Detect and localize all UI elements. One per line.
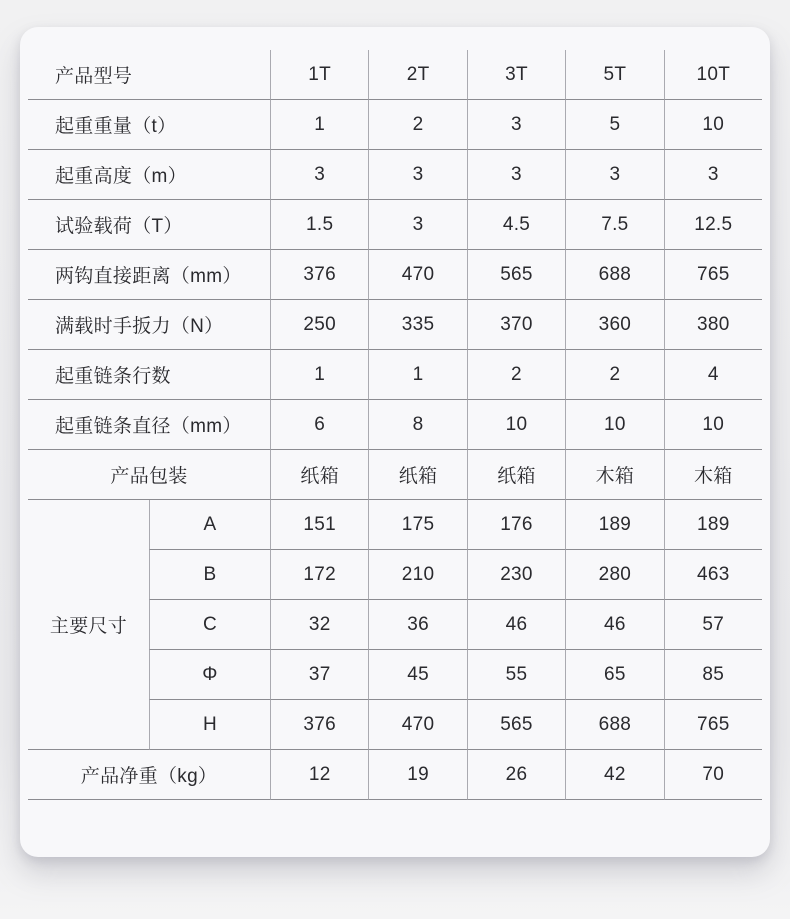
dimension-value-cell: 65	[565, 650, 663, 700]
packaging-value-cell: 木箱	[565, 450, 663, 500]
dimension-value-cell: 470	[368, 700, 466, 750]
product-spec-table	[28, 50, 762, 800]
spec-value-cell: 6	[270, 400, 368, 450]
model-header-cell: 1T	[270, 50, 368, 100]
weight-value-cell: 70	[664, 750, 762, 800]
dimension-value-cell: 565	[467, 700, 565, 750]
weight-value-cell: 42	[565, 750, 663, 800]
spec-value-cell: 2	[467, 350, 565, 400]
spec-value-cell: 7.5	[565, 200, 663, 250]
spec-row-label: 起重链条直径（mm）	[28, 400, 270, 450]
dimension-value-cell: 189	[565, 500, 663, 550]
dimension-value-cell: 45	[368, 650, 466, 700]
spec-value-cell: 4	[664, 350, 762, 400]
weight-value-cell: 19	[368, 750, 466, 800]
model-header-cell: 10T	[664, 50, 762, 100]
spec-value-cell: 335	[368, 300, 466, 350]
spec-value-cell: 370	[467, 300, 565, 350]
dimension-value-cell: 151	[270, 500, 368, 550]
spec-value-cell: 5	[565, 100, 663, 150]
spec-value-cell: 250	[270, 300, 368, 350]
spec-value-cell: 3	[270, 150, 368, 200]
spec-value-cell: 360	[565, 300, 663, 350]
dimension-letter-cell: B	[149, 550, 270, 600]
spec-value-cell: 3	[467, 150, 565, 200]
spec-value-cell: 688	[565, 250, 663, 300]
dimension-value-cell: 463	[664, 550, 762, 600]
spec-value-cell: 10	[467, 400, 565, 450]
packaging-row-label: 产品包装	[28, 450, 270, 500]
spec-value-cell: 3	[565, 150, 663, 200]
dimension-value-cell: 210	[368, 550, 466, 600]
dimension-letter-cell: A	[149, 500, 270, 550]
spec-value-cell: 3	[664, 150, 762, 200]
dimension-letter-cell: C	[149, 600, 270, 650]
dimension-value-cell: 85	[664, 650, 762, 700]
dimension-value-cell: 230	[467, 550, 565, 600]
spec-value-cell: 1	[270, 100, 368, 150]
spec-value-cell: 4.5	[467, 200, 565, 250]
dimension-value-cell: 172	[270, 550, 368, 600]
weight-value-cell: 26	[467, 750, 565, 800]
spec-value-cell: 3	[368, 200, 466, 250]
dimension-value-cell: 175	[368, 500, 466, 550]
spec-value-cell: 10	[664, 100, 762, 150]
spec-value-cell: 10	[664, 400, 762, 450]
spec-value-cell: 8	[368, 400, 466, 450]
spec-value-cell: 12.5	[664, 200, 762, 250]
spec-value-cell: 10	[565, 400, 663, 450]
spec-value-cell: 765	[664, 250, 762, 300]
spec-value-cell: 1.5	[270, 200, 368, 250]
spec-value-cell: 1	[270, 350, 368, 400]
spec-value-cell: 376	[270, 250, 368, 300]
spec-table-card	[20, 27, 770, 857]
dimensions-group-label: 主要尺寸	[28, 500, 149, 750]
dimension-value-cell: 36	[368, 600, 466, 650]
dimension-value-cell: 32	[270, 600, 368, 650]
dimension-value-cell: 37	[270, 650, 368, 700]
dimension-value-cell: 46	[565, 600, 663, 650]
spec-value-cell: 1	[368, 350, 466, 400]
dimension-value-cell: 46	[467, 600, 565, 650]
spec-value-cell: 380	[664, 300, 762, 350]
spec-row-label: 起重链条行数	[28, 350, 270, 400]
spec-value-cell: 470	[368, 250, 466, 300]
spec-row-label: 试验载荷（T）	[28, 200, 270, 250]
packaging-value-cell: 纸箱	[467, 450, 565, 500]
spec-row-label: 满载时手扳力（N）	[28, 300, 270, 350]
packaging-value-cell: 纸箱	[270, 450, 368, 500]
spec-row-label: 起重重量（t）	[28, 100, 270, 150]
spec-value-cell: 565	[467, 250, 565, 300]
model-header-cell: 5T	[565, 50, 663, 100]
weight-row-label: 产品净重（kg）	[28, 750, 270, 800]
dimension-letter-cell: H	[149, 700, 270, 750]
dimension-value-cell: 57	[664, 600, 762, 650]
model-header-cell: 3T	[467, 50, 565, 100]
spec-value-cell: 2	[368, 100, 466, 150]
dimension-letter-cell: Φ	[149, 650, 270, 700]
dimension-value-cell: 55	[467, 650, 565, 700]
dimension-value-cell: 176	[467, 500, 565, 550]
dimension-value-cell: 765	[664, 700, 762, 750]
spec-row-label: 起重高度（m）	[28, 150, 270, 200]
model-header-cell: 2T	[368, 50, 466, 100]
dimension-value-cell: 688	[565, 700, 663, 750]
spec-value-cell: 3	[368, 150, 466, 200]
packaging-value-cell: 木箱	[664, 450, 762, 500]
spec-value-cell: 3	[467, 100, 565, 150]
header-row-label: 产品型号	[28, 50, 270, 100]
dimension-value-cell: 376	[270, 700, 368, 750]
dimension-value-cell: 280	[565, 550, 663, 600]
dimension-value-cell: 189	[664, 500, 762, 550]
weight-value-cell: 12	[270, 750, 368, 800]
packaging-value-cell: 纸箱	[368, 450, 466, 500]
spec-value-cell: 2	[565, 350, 663, 400]
spec-row-label: 两钩直接距离（mm）	[28, 250, 270, 300]
